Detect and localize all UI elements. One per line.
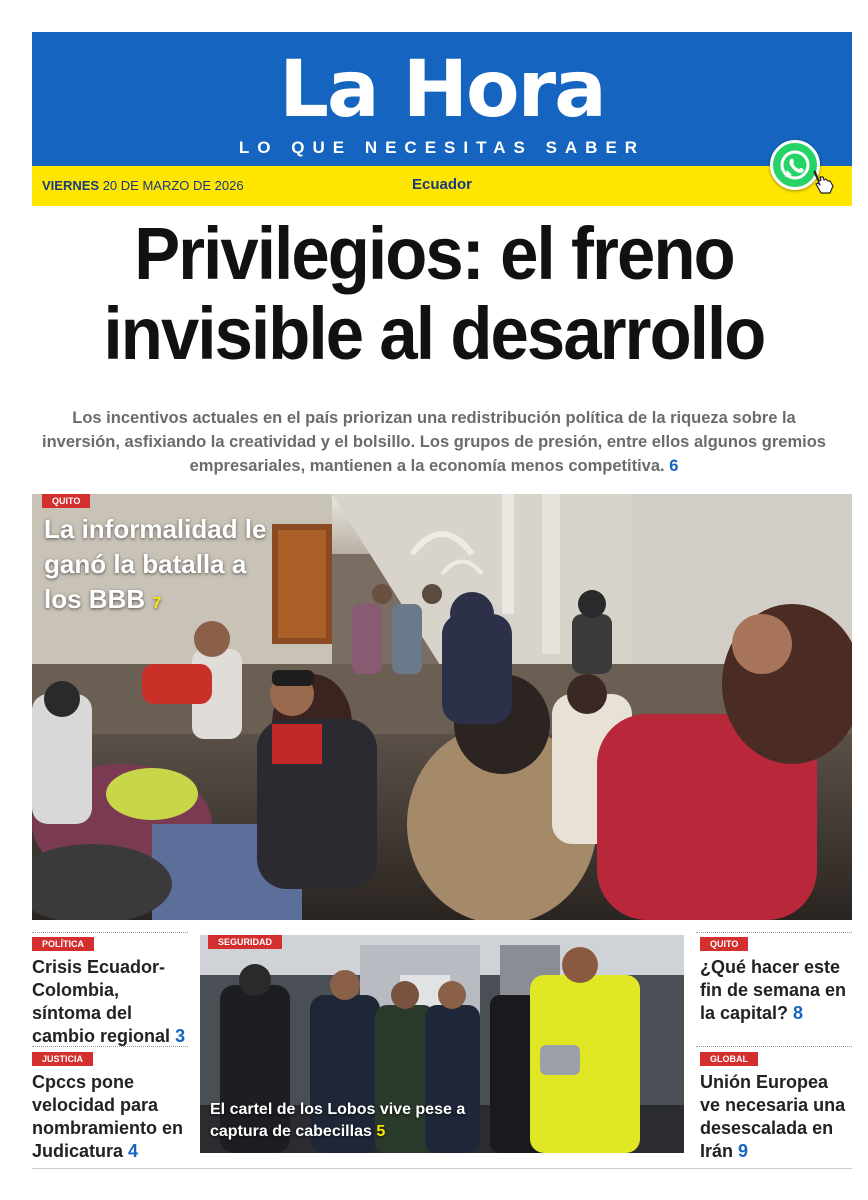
newspaper-logo[interactable]: La Hora [279, 45, 605, 135]
lead-page-number: 6 [669, 457, 679, 475]
section-tag: QUITO [42, 494, 90, 508]
story-page: 3 [175, 1026, 186, 1046]
edition-region: Ecuador [411, 176, 472, 193]
divider [32, 1046, 188, 1047]
story-page: 8 [793, 1003, 804, 1023]
police-arrest-photo[interactable] [200, 935, 684, 1153]
story-title[interactable]: Cpccs pone velocidad para nombramiento en Judicatura 4 [32, 1072, 184, 1161]
lead-summary: Los incentivos actuales en el país priorizan una redistribución política de la riqueza sobre la inversión, asfixiando la creatividad y el bolsillo. Los grupos de presión, entre ellos algunos gremios empresariales, mantienen a la economía menos competitiva. 6 [42, 409, 826, 475]
story-global[interactable] [700, 1049, 852, 1163]
photo-story-page: 7 [152, 595, 162, 612]
market-crowd-photo[interactable] [32, 494, 852, 920]
story-justicia[interactable] [32, 1049, 188, 1163]
center-story-page: 5 [376, 1123, 386, 1140]
section-tag: QUITO [700, 937, 748, 951]
story-quito[interactable] [700, 934, 852, 1025]
story-title[interactable]: ¿Qué hacer este fin de semana en la capital? 8 [700, 957, 847, 1023]
footer-divider [32, 1168, 852, 1169]
section-tag: SEGURIDAD [208, 935, 282, 949]
story-page: 4 [128, 1141, 139, 1161]
divider [32, 932, 188, 933]
date-band [32, 166, 852, 206]
section-tag: GLOBAL [700, 1052, 758, 1066]
lead-headline[interactable]: Privilegios: el freno invisible al desarrollo [103, 212, 765, 375]
story-title[interactable]: Unión Europea ve necesaria una desescalada en Irán 9 [700, 1072, 846, 1161]
section-tag: POLÍTICA [32, 937, 94, 951]
divider [696, 932, 852, 933]
tagline: LO QUE NECESITAS SABER [238, 138, 646, 157]
center-story-title[interactable]: El cartel de los Lobos vive pese a captura de cabecillas 5 [210, 1101, 466, 1140]
edition-date: VIERNES 20 DE MARZO DE 2026 [42, 178, 244, 193]
divider [696, 1046, 852, 1047]
pointing-hand-icon [810, 168, 836, 194]
story-page: 9 [738, 1141, 749, 1161]
section-tag: JUSTICIA [32, 1052, 93, 1066]
photo-story-title[interactable]: La informalidad le ganó la batalla a los BBB 7 [44, 514, 267, 614]
masthead [32, 32, 852, 166]
story-politica[interactable] [32, 934, 188, 1048]
story-title[interactable]: Crisis Ecuador-Colombia, síntoma del cambio regional 3 [32, 957, 186, 1046]
